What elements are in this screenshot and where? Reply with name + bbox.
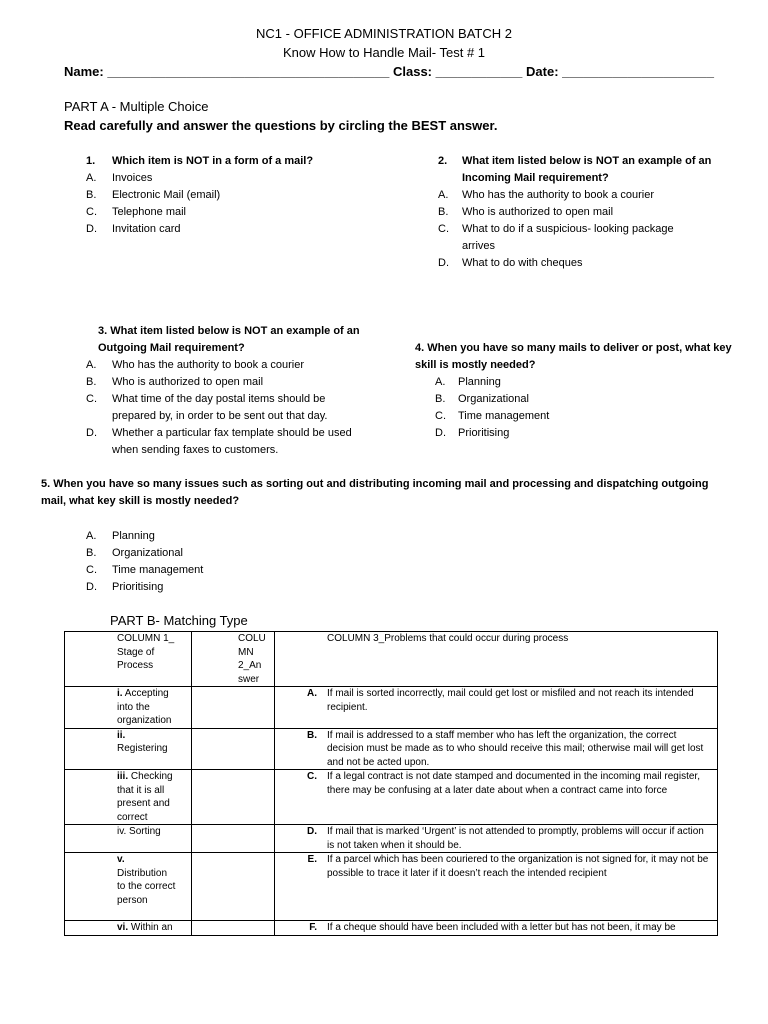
option[interactable]: A. Invoices — [86, 172, 153, 184]
answer-cell[interactable] — [192, 770, 275, 825]
student-info-row — [64, 64, 715, 79]
part-a-title: PART A - Multiple Choice — [64, 99, 209, 114]
column-3-header: COLUMN 3_Problems that could occur during process — [275, 632, 718, 687]
table-row: iii. Checking that it is all present and correct C. If a legal contract is not date stamped and documented in the incoming mail register, there may be confusing at a later date about when a contract came into force — [65, 770, 718, 825]
option[interactable]: A. Who has the authority to book a courier — [86, 359, 304, 371]
column-1-header: COLUMN 1_ Stage of Process — [65, 632, 192, 687]
option[interactable]: A. Who has the authority to book a courier — [438, 189, 654, 201]
option[interactable]: D. Whether a particular fax template should be used when sending faxes to customers. — [86, 427, 352, 456]
answer-cell[interactable] — [192, 728, 275, 770]
question-1-number: 1. — [86, 155, 96, 167]
table-row: v. Distribution to the correct person E. If a parcel which has been couriered to the organization is not signed for, it may not be possible to trace it later if it doesn’t reach the intended recipient — [65, 853, 718, 921]
question-5-options — [86, 528, 386, 596]
question-3-text: 3. What item listed below is NOT an example of an Outgoing Mail requirement? — [98, 325, 360, 354]
option[interactable]: B. Who is authorized to open mail — [86, 376, 264, 388]
option[interactable]: A. Planning — [435, 376, 501, 388]
table-header-row — [65, 632, 718, 687]
part-b-title: PART B- Matching Type — [110, 613, 248, 628]
table-row: vi. Within an F. If a cheque should have been included with a letter but has not been, it may be — [65, 921, 718, 936]
answer-cell[interactable] — [192, 921, 275, 936]
option[interactable]: D. Prioritising — [435, 427, 510, 439]
question-4-text: 4. When you have so many mails to deliver or post, what key skill is mostly needed? — [415, 342, 732, 371]
question-1 — [86, 153, 386, 238]
option[interactable]: C. Telephone mail — [86, 206, 186, 218]
option[interactable]: D. What to do with cheques — [438, 257, 583, 269]
class-blank[interactable]: ____________ — [435, 64, 523, 79]
question-2-number: 2. — [438, 155, 448, 167]
question-1-text: Which item is NOT in a form of a mail? — [112, 155, 314, 167]
column-2-header: COLU MN 2_An swer — [192, 632, 275, 687]
option[interactable]: A. Planning — [86, 530, 155, 542]
table-row: i. Accepting into the organization A. If mail is sorted incorrectly, mail could get lost or misfiled and not reach its intended recipient. — [65, 687, 718, 729]
answer-cell[interactable] — [192, 687, 275, 729]
option[interactable]: B. Organizational — [86, 547, 183, 559]
option[interactable]: D. Invitation card — [86, 223, 181, 235]
option[interactable]: C. What time of the day postal items should be prepared by, in order to be sent out that day. — [86, 393, 328, 422]
name-label: Name: — [64, 64, 104, 79]
question-3 — [86, 323, 376, 459]
question-2 — [438, 153, 728, 272]
table-row: ii. Registering B. If mail is addressed to a staff member who has left the organization, the correct decision must be made as to who should receive this mail; otherwise mail will get lost and not be acted upon. — [65, 728, 718, 770]
test-subtitle: Know How to Handle Mail- Test # 1 — [282, 45, 486, 60]
part-a-instruction: Read carefully and answer the questions by circling the BEST answer. — [64, 118, 498, 133]
question-2-text: What item listed below is NOT an example of an Incoming Mail requirement? — [462, 155, 712, 184]
option[interactable]: B. Organizational — [435, 393, 529, 405]
option[interactable]: D. Prioritising — [86, 581, 164, 593]
option[interactable]: C. Time management — [435, 410, 550, 422]
date-blank[interactable]: _____________________ — [562, 64, 715, 79]
date-label: Date: — [526, 64, 559, 79]
option[interactable]: C. Time management — [86, 564, 204, 576]
question-4 — [415, 340, 735, 442]
answer-cell[interactable] — [192, 853, 275, 921]
option[interactable]: C. What to do if a suspicious- looking package arrives — [438, 223, 674, 252]
class-label: Class: — [392, 64, 433, 79]
matching-table — [64, 631, 718, 936]
answer-cell[interactable] — [192, 825, 275, 853]
name-blank[interactable]: _______________________________________ — [107, 64, 390, 79]
question-5-text: 5. When you have so many issues such as sorting out and distributing incoming mail and processing and dispatching outgoing mail, what key skill is mostly needed? — [41, 478, 709, 507]
document-title: NC1 - OFFICE ADMINISTRATION BATCH 2 — [256, 26, 512, 41]
table-row: iv. Sorting D. If mail that is marked ‘Urgent’ is not attended to promptly, problems will occur if action is not taken when it should be. — [65, 825, 718, 853]
option[interactable]: B. Electronic Mail (email) — [86, 189, 221, 201]
option[interactable]: B. Who is authorized to open mail — [438, 206, 614, 218]
